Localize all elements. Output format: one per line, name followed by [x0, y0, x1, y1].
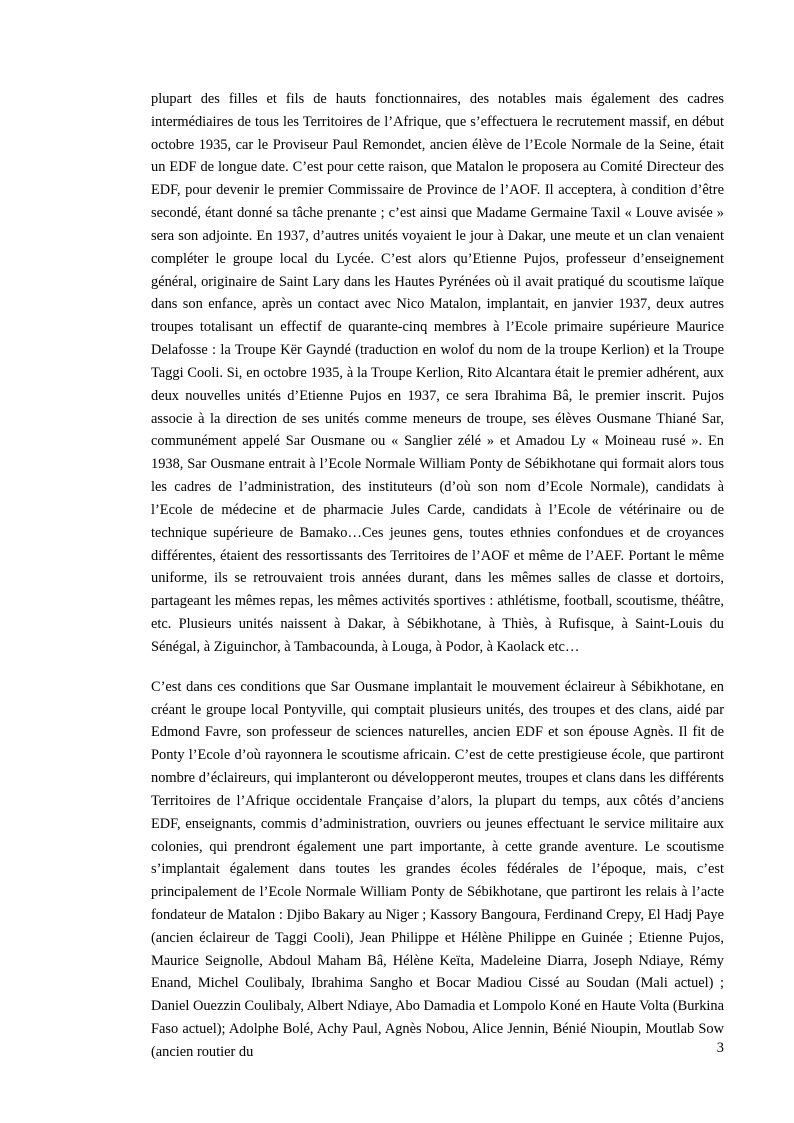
page-body	[151, 88, 724, 1064]
page-number: 3	[716, 1040, 724, 1056]
paragraph-1: plupart des filles et fils de hauts fonctionnaires, des notables mais également des cadres intermédiaires de tous les Territoires de l’Afrique, que s’effectuera le recrutement massif, en début octobre 1935, car le Proviseur Paul Remondet, ancien élève de l’Ecole Normale de la Seine, était un EDF de longue date. C’est pour cette raison, que Matalon le proposera au Comité Directeur des EDF, pour devenir le premier Commissaire de Province de l’AOF. Il acceptera, à condition d’être secondé, étant donné sa tâche prenante ; c’est ainsi que Madame Germaine Taxil « Louve avisée » sera son adjointe. En 1937, d’autres unités voyaient le jour à Dakar, une meute et un clan venaient compléter le groupe local du Lycée. C’est alors qu’Etienne Pujos, professeur d’enseignement général, originaire de Saint Lary dans les Hautes Pyrénées où il avait pratiqué du scoutisme laïque dans son enfance, après un contact avec Nico Matalon, implantait, en janvier 1937, deux autres troupes totalisant un effectif de quarante-cinq membres à l’Ecole primaire supérieure Maurice Delafosse : la Troupe Kër Gayndé (traduction en wolof du nom de la troupe Kerlion) et la Troupe Taggi Cooli. Si, en octobre 1935, à la Troupe Kerlion, Rito Alcantara était le premier adhérent, aux deux nouvelles unités d’Etienne Pujos en 1937, ce sera Ibrahima Bâ, le premier inscrit. Pujos associe à la direction de ses unités comme meneurs de troupe, ses élèves Ousmane Thiané Sar, communément appelé Sar Ousmane ou « Sanglier zélé » et Amadou Ly « Moineau rusé ». En 1938, Sar Ousmane entrait à l’Ecole Normale William Ponty de Sébikhotane qui formait alors tous les cadres de l’administration, des instituteurs (d’où son nom d’Ecole Normale), candidats à l’Ecole de médecine et de pharmacie Jules Carde, candidats à l’Ecole de vétérinaire ou de technique supérieure de Bamako…Ces jeunes gens, toutes ethnies confondues et de croyances différentes, étaient des ressortissants des Territoires de l’AOF et même de l’AEF. Portant le même uniforme, ils se retrouvaient trois années durant, dans les mêmes salles de classe et dortoirs, partageant les mêmes repas, les mêmes activités sportives : athlétisme, football, scoutisme, théâtre, etc. Plusieurs unités naissent à Dakar, à Sébikhotane, à Thiès, à Rufisque, à Saint-Louis du Sénégal, à Ziguinchor, à Tambacounda, à Louga, à Podor, à Kaolack etc…	[151, 91, 724, 655]
paragraph-2: C’est dans ces conditions que Sar Ousmane implantait le mouvement éclaireur à Sébikhotane, en créant le groupe local Pontyville, qui comptait plusieurs unités, des troupes et des clans, aidé par Edmond Favre, son professeur de sciences naturelles, ancien EDF et son épouse Agnès. Il fit de Ponty l’Ecole d’où rayonnera le scoutisme africain. C’est de cette prestigieuse école, que partiront nombre d’éclaireurs, qui implanteront ou développeront meutes, troupes et clans dans les différents Territoires de l’Afrique occidentale Française d’alors, la plupart du temps, aux côtés d’anciens EDF, enseignants, commis d’administration, ouvriers ou jeunes effectuant le service militaire aux colonies, qui prendront également une part importante, à cette grande aventure. Le scoutisme s’implantait également dans toutes les grandes écoles fédérales de l’époque, mais, c’est principalement de l’Ecole Normale William Ponty de Sébikhotane, que partiront les relais à l’acte fondateur de Matalon : Djibo Bakary au Niger ; Kassory Bangoura, Ferdinand Crepy, El Hadj Paye (ancien éclaireur de Taggi Cooli), Jean Philippe et Hélène Philippe en Guinée ; Etienne Pujos, Maurice Seignolle, Abdoul Maham Bâ, Hélène Keïta, Madeleine Diarra, Joseph Ndiaye, Rémy Enand, Michel Coulibaly, Ibrahima Sangho et Bocar Madiou Cissé au Soudan (Mali actuel) ; Daniel Ouezzin Coulibaly, Albert Ndiaye, Abo Damadia et Lompolo Koné en Haute Volta (Burkina Faso actuel); Adolphe Bolé, Achy Paul, Agnès Nobou, Alice Jennin, Bénié Nioupin, Moutlab Sow (ancien routier du	[151, 678, 724, 1060]
